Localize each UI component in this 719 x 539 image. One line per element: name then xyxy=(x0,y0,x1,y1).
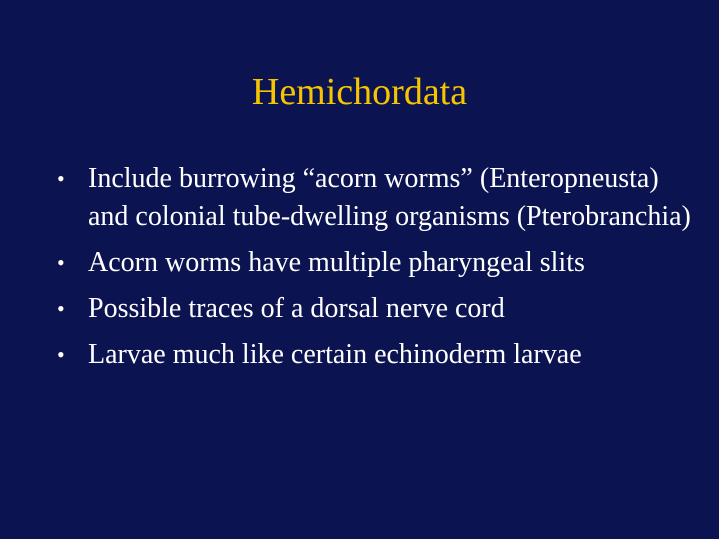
bullet-text: Acorn worms have multiple pharyngeal slits xyxy=(88,247,585,278)
bullet-text: Larvae much like certain echinoderm larvae xyxy=(88,339,582,370)
bullet-icon: • xyxy=(57,250,65,275)
bullet-icon: • xyxy=(57,166,65,191)
bullet-item xyxy=(57,244,697,282)
bullet-item xyxy=(57,160,697,236)
bullet-text: Include burrowing “acorn worms” (Enteropneusta) and colonial tube-dwelling organisms (Pterobranchia) xyxy=(88,163,691,232)
bullet-list xyxy=(57,160,697,382)
bullet-item xyxy=(57,290,697,328)
slide-title: Hemichordata xyxy=(251,71,468,113)
bullet-text: Possible traces of a dorsal nerve cord xyxy=(88,293,505,324)
bullet-icon: • xyxy=(57,342,65,367)
bullet-icon: • xyxy=(57,296,65,321)
bullet-item xyxy=(57,336,697,374)
